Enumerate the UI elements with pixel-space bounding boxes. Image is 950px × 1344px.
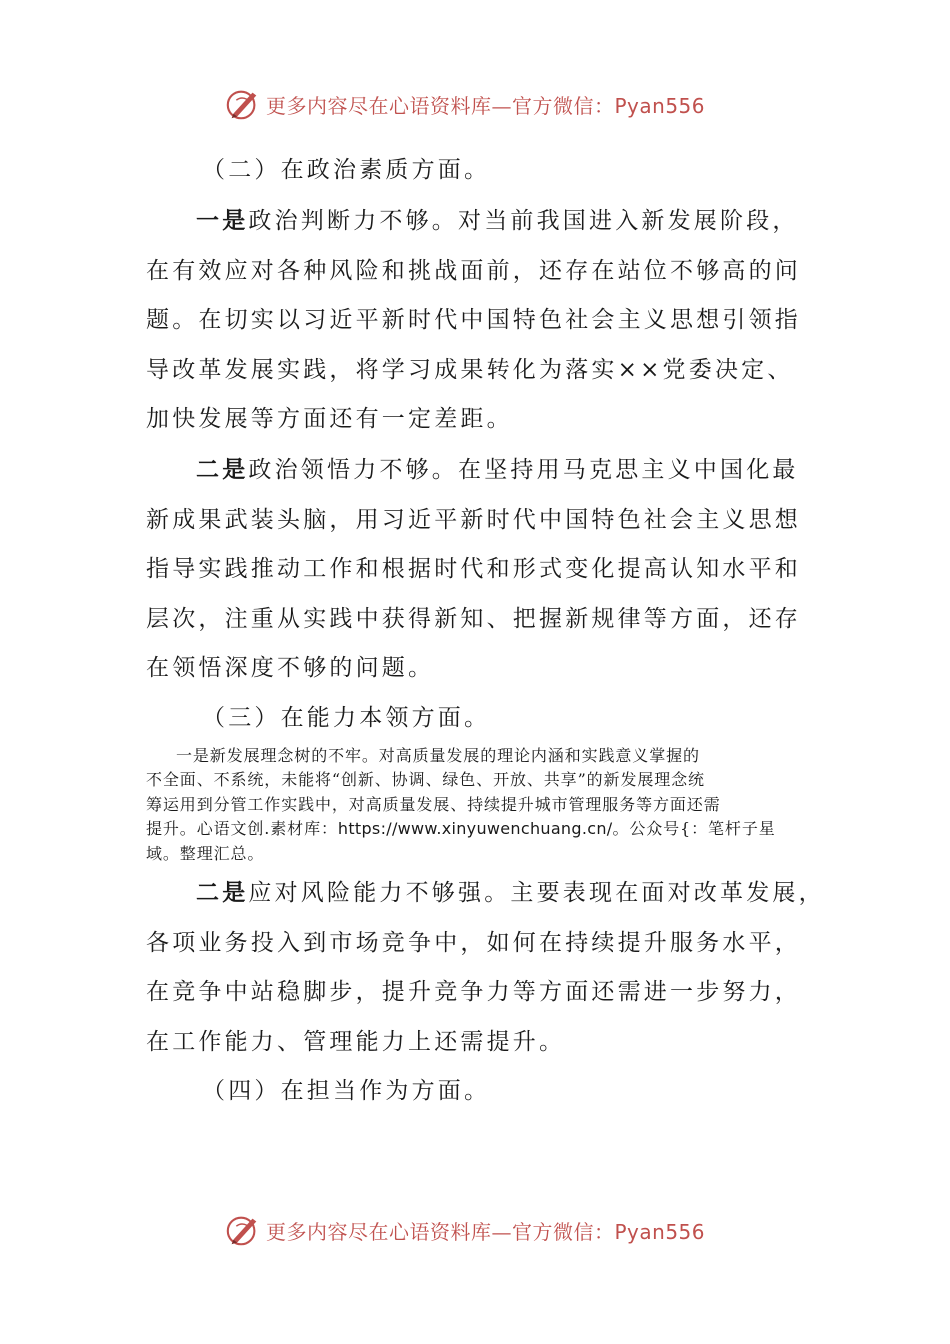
paragraph-line: 一是政治判断力不够。对当前我国进入新发展阶段，	[196, 207, 799, 234]
watermark-text: 更多内容尽在心语资料库—官方微信：Pyan556	[266, 93, 706, 118]
paragraph-line: 在有效应对各种风险和挑战面前，还存在站位不够高的问	[146, 257, 801, 284]
paragraph-line: 新成果武装头脑，用习近平新时代中国特色社会主义思想	[146, 506, 801, 533]
paragraph-line: 不全面、不系统，未能将“创新、协调、绿色、开放、共享”的新发展理念统	[146, 770, 705, 790]
paragraph-political-comprehension	[146, 445, 806, 694]
watermark-text: 更多内容尽在心语资料库—官方微信：Pyan556	[266, 1219, 706, 1244]
paragraph-line: 域。整理汇总。	[146, 843, 265, 863]
section-heading-responsibility: （四）在担当作为方面。	[202, 1078, 491, 1104]
paragraph-risk-response	[146, 868, 825, 1067]
paragraph-line: 题。在切实以习近平新时代中国特色社会主义思想引领指	[146, 307, 801, 334]
paragraph-line: 二是应对风险能力不够强。主要表现在面对改革发展，	[196, 879, 825, 906]
paragraph-line: 二是政治领悟力不够。在坚持用马克思主义中国化最	[196, 456, 799, 483]
paragraph-line: 指导实践推动工作和根据时代和形式变化提高认知水平和	[146, 556, 801, 583]
paragraph-line: 在工作能力、管理能力上还需提升。	[146, 1028, 566, 1055]
paragraph-line: 筹运用到分管工作实践中，对高质量发展、持续提升城市管理服务等方面还需	[146, 794, 721, 814]
pen-logo-icon	[224, 85, 262, 123]
paragraph-line: 层次，注重从实践中获得新知、把握新规律等方面，还存	[146, 605, 801, 632]
paragraph-line: 各项业务投入到市场竞争中，如何在持续提升服务水平，	[146, 929, 801, 956]
paragraph-line: 在竞争中站稳脚步，提升竞争力等方面还需进一步努力，	[146, 979, 801, 1006]
paragraph-line: 在领悟深度不够的问题。	[146, 655, 435, 682]
source-url-text: https://www.xinyuwenchuang.cn/	[337, 819, 613, 839]
section-heading-political-quality: （二）在政治素质方面。	[202, 157, 491, 183]
paragraph-line: 一是新发展理念树的不牢。对高质量发展的理论内涵和实践意义掌握的	[176, 746, 700, 765]
paragraph-line: 加快发展等方面还有一定差距。	[146, 406, 513, 433]
watermark-banner-bottom	[224, 1206, 744, 1254]
pen-logo-icon	[224, 1211, 262, 1249]
paragraph-line: 导改革发展实践，将学习成果转化为落实××党委决定、	[146, 356, 794, 383]
paragraph-political-judgment	[146, 196, 806, 445]
watermark-banner-top	[224, 80, 744, 128]
paragraph-line: 提升。心语文创.素材库：https://www.xinyuwenchuang.cn/。公众号{：笔杆子星	[146, 819, 776, 839]
section-heading-ability: （三）在能力本领方面。	[202, 705, 491, 731]
paragraph-development-concept	[146, 744, 806, 866]
